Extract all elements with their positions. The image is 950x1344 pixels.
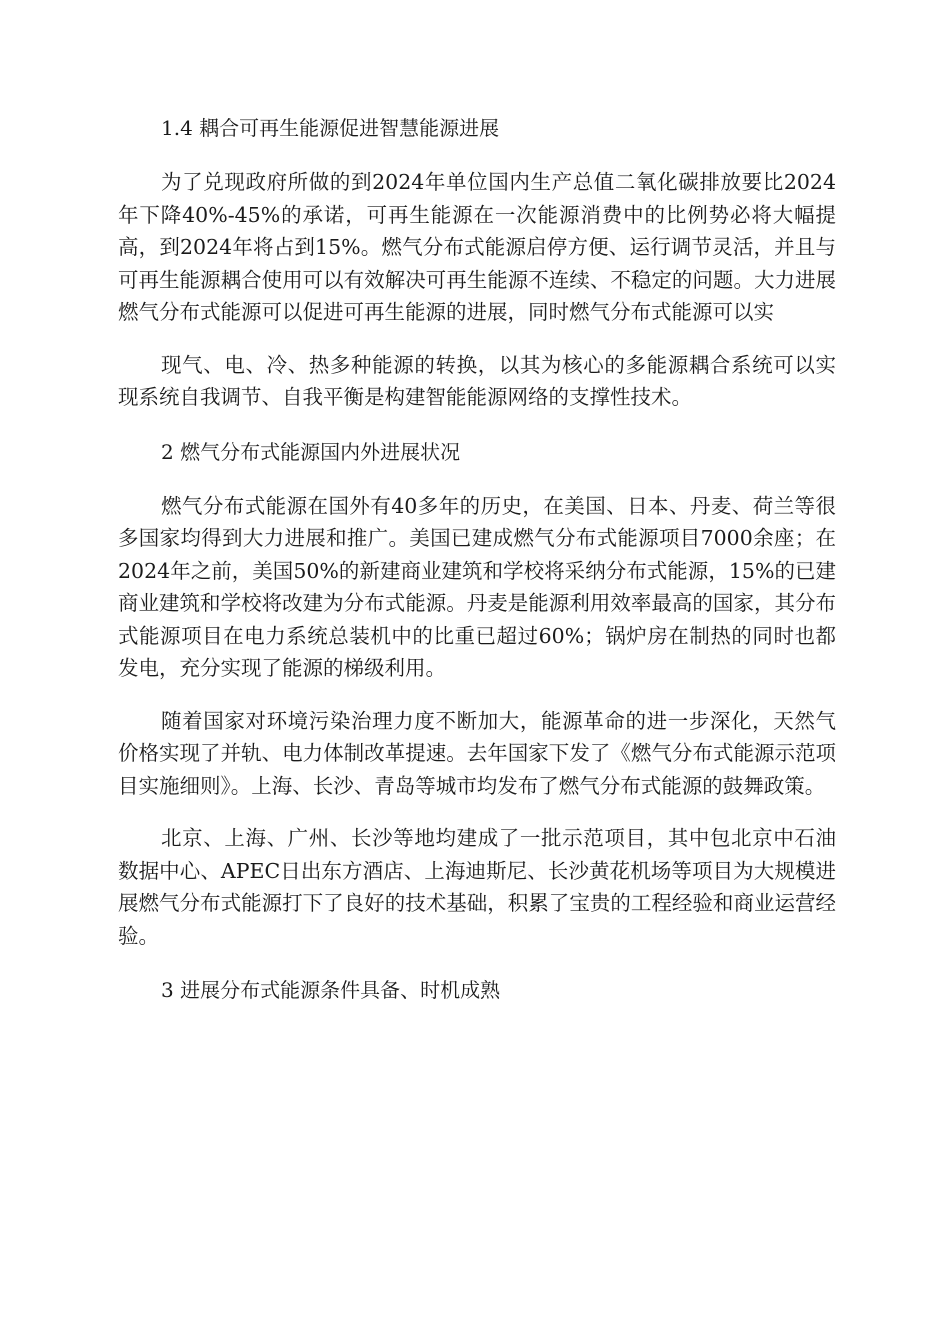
paragraph-demo-projects: 北京、上海、广州、长沙等地均建成了一批示范项目，其中包北京中石油数据中心、APEC日出东方酒店、上海迪斯尼、长沙黄花机场等项目为大规模进展燃气分布式能源打下了良好的技术基础，积累了宝贵的工程经验和商业运营经验。	[118, 826, 836, 948]
paragraph-domestic-policy: 随着国家对环境污染治理力度不断加大，能源革命的进一步深化，天然气价格实现了并轨、电力体制改革提速。去年国家下发了《燃气分布式能源示范项目实施细则》。上海、长沙、青岛等城市均发布了燃气分布式能源的鼓舞政策。	[118, 708, 836, 798]
section-heading-1-4: 1.4 耦合可再生能源促进智慧能源进展	[161, 116, 500, 140]
section-heading-3: 3 进展分布式能源条件具备、时机成熟	[161, 978, 501, 1002]
section-heading-2: 2 燃气分布式能源国内外进展状况	[161, 439, 461, 464]
paragraph-foreign-development: 燃气分布式能源在国外有40多年的历史，在美国、日本、丹麦、荷兰等很多国家均得到大力进展和推广。美国已建成燃气分布式能源项目7000余座；在2024年之前，美国50%的新建商业建筑和学校将采纳分布式能源，15%的已建商业建筑和学校将改建为分布式能源。丹麦是能源利用效率最高的国家，其分布式能源项目在电力系统总装机中的比重已超过60%；锅炉房在制热的同时也都发电，充分实现了能源的梯级利用。	[118, 493, 836, 680]
document-page	[118, 110, 836, 1028]
paragraph-carbon-commitment: 为了兑现政府所做的到2024年单位国内生产总值二氧化碳排放要比2024年下降40%-45%的承诺，可再生能源在一次能源消费中的比例势必将大幅提高，到2024年将占到15%。燃气分布式能源启停方便、运行调节灵活，并且与可再生能源耦合使用可以有效解决可再生能源不连续、不稳定的问题。大力进展燃气分布式能源可以促进可再生能源的进展，同时燃气分布式能源可以实	[118, 170, 836, 324]
paragraph-energy-conversion: 现气、电、冷、热多种能源的转换，以其为核心的多能源耦合系统可以实现系统自我调节、自我平衡是构建智能能源网络的支撑性技术。	[118, 352, 836, 409]
